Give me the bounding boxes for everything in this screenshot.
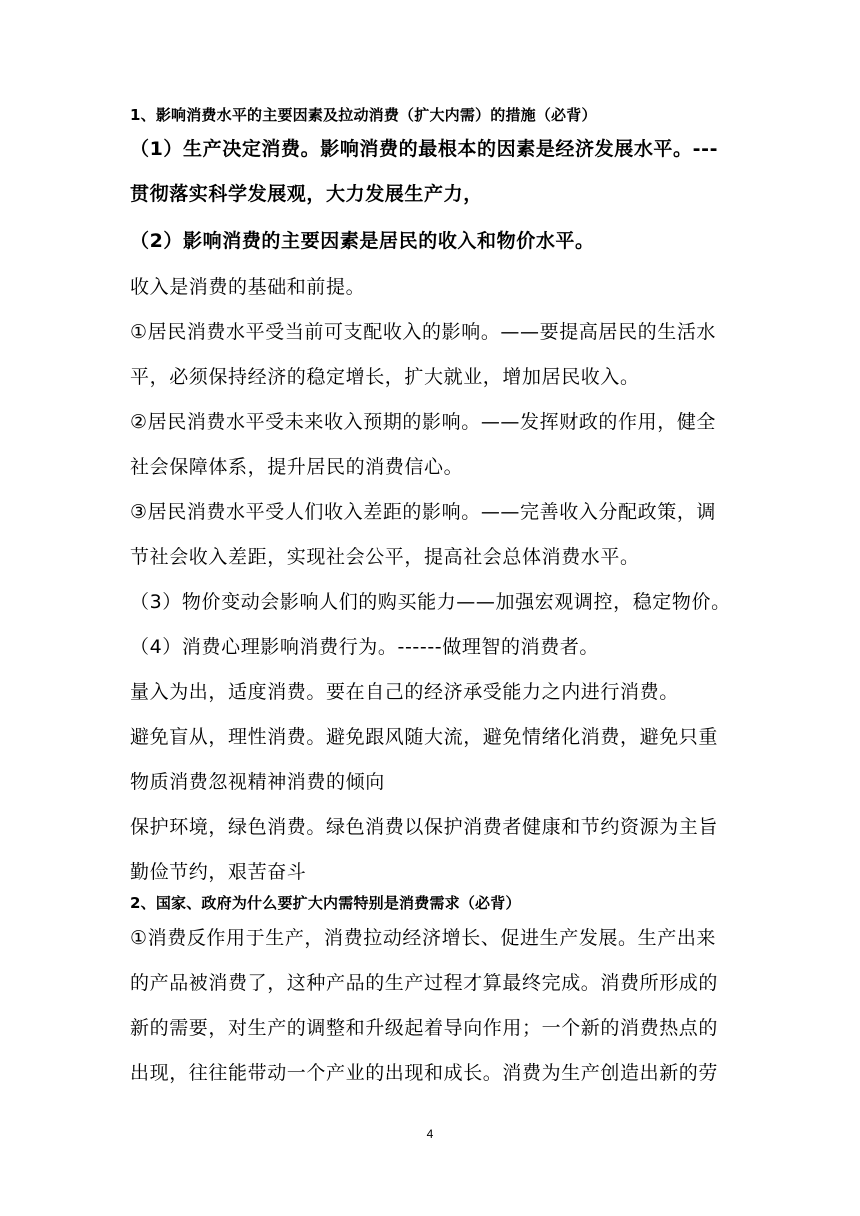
paragraph-line: 收入是消费的基础和前提。: [130, 276, 366, 298]
paragraph-line: 量入为出，适度消费。要在自己的经济承受能力之内进行消费。: [130, 681, 679, 703]
paragraph-line: 避免盲从，理性消费。避免跟风随大流，避免情绪化消费，避免只重: [130, 726, 719, 748]
paragraph-line: ②居民消费水平受未来收入预期的影响。——发挥财政的作用，健全: [130, 411, 717, 433]
paragraph-line: （1）生产决定消费。影响消费的最根本的因素是经济发展水平。---: [130, 138, 719, 160]
section-heading-1: 1、影响消费水平的主要因素及拉动消费（扩大内需）的措施（必背）: [130, 106, 597, 124]
paragraph-line: ①居民消费水平受当前可支配收入的影响。——要提高居民的生活水: [130, 321, 717, 343]
paragraph-line: （4）消费心理影响消费行为。------做理智的消费者。: [130, 636, 600, 658]
paragraph-line: （2）影响消费的主要因素是居民的收入和物价水平。: [130, 230, 595, 252]
paragraph-line: 贯彻落实科学发展观，大力发展生产力，: [130, 183, 483, 205]
paragraph-line: 节社会收入差距，实现社会公平，提高社会总体消费水平。: [130, 546, 640, 568]
paragraph-line: 社会保障体系，提升居民的消费信心。: [130, 456, 464, 478]
section-heading-2: 2、国家、政府为什么要扩大内需特别是消费需求（必背）: [130, 894, 521, 912]
paragraph-line: 勤俭节约，艰苦奋斗: [130, 861, 307, 883]
paragraph-line: 物质消费忽视精神消费的倾向: [130, 771, 385, 793]
paragraph-line: （3）物价变动会影响人们的购买能力——加强宏观调控，稳定物价。: [130, 591, 731, 613]
paragraph-line: 的产品被消费了，这种产品的生产过程才算最终完成。消费所形成的: [130, 972, 719, 994]
paragraph-line: ③居民消费水平受人们收入差距的影响。——完善收入分配政策，调: [130, 501, 717, 523]
paragraph-line: 新的需要，对生产的调整和升级起着导向作用；一个新的消费热点的: [130, 1017, 719, 1039]
paragraph-line: 平，必须保持经济的稳定增长，扩大就业，增加居民收入。: [130, 366, 640, 388]
paragraph-line: 出现，往往能带动一个产业的出现和成长。消费为生产创造出新的劳: [130, 1062, 719, 1084]
paragraph-line: ①消费反作用于生产，消费拉动经济增长、促进生产发展。生产出来: [130, 927, 717, 949]
paragraph-line: 保护环境，绿色消费。绿色消费以保护消费者健康和节约资源为主旨: [130, 816, 719, 838]
page-number: 4: [426, 1127, 434, 1141]
